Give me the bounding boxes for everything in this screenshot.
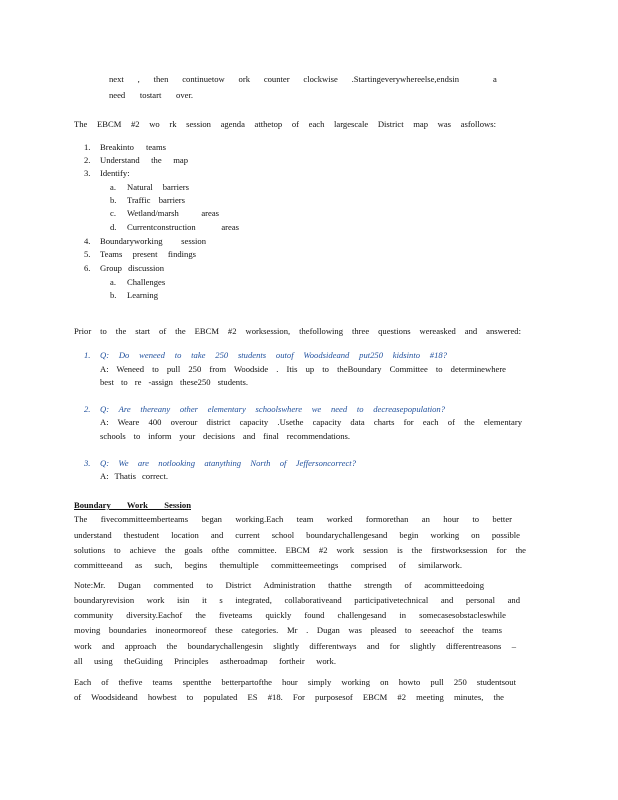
sub-item-text: Natural barriers (127, 182, 189, 192)
list-item: 1. (84, 142, 91, 152)
intro-line-1-end: a (493, 74, 497, 84)
answer-line: schools to inform your decisions and final recommendations. (100, 431, 350, 441)
paragraph-line: solutions to achieve the goals ofthe committee. EBCM #2 work session is the firstworksession for the (74, 545, 526, 555)
paragraph-line: moving boundaries inoneormoreof these categories. Mr . Dugan was pleased to seeeachof the teams (74, 625, 502, 635)
prior-paragraph (74, 326, 521, 337)
sub-item-text: Currentconstruction areas (127, 222, 239, 232)
sub-item: a. (110, 182, 116, 192)
intro-line-1 (109, 74, 459, 85)
sub-item: a. (110, 277, 116, 287)
sub-item: b. (110, 195, 117, 205)
paragraph-line: Each of thefive teams spentthe betterpartofthe hour simply working on howto pull 250 studentsout (74, 677, 516, 687)
answer-line: A: Weare 400 overour district capacity .Usethe capacity data charts for each of the elementary (100, 417, 522, 427)
intro-line-1-text: next , then continuetow ork counter clockwise .Startingeverywhereelse,endsin (109, 74, 459, 84)
list-item: 3. (84, 168, 91, 178)
paragraph-line: community diversity.Eachof the fiveteams quickly found challengesand in somecasesobstacleswhile (74, 610, 506, 620)
list-item: 4. (84, 236, 91, 246)
section-heading (74, 500, 191, 511)
list-item: 6. (84, 263, 91, 273)
answer-line: A: Thatis correct. (100, 471, 168, 481)
question-text: Q: We are notlooking atanything North of Jeffersoncorrect? (100, 458, 356, 468)
list-item-text: Boundaryworking session (100, 236, 206, 246)
section-heading-text: Boundary Work Session (74, 500, 191, 510)
intro-line-2-text: need tostart over. (109, 90, 193, 100)
list-item-text: Teams present findings (100, 249, 196, 259)
agenda-lead-text: The EBCM #2 wo rk session agenda atthetop of each largescale District map was asfollows: (74, 119, 496, 129)
question-text: Q: Do weneed to take 250 students outof Woodsideand put250 kidsinto #18? (100, 350, 447, 360)
prior-text: Prior to the start of the EBCM #2 worksession, thefollowing three questions wereasked and answered: (74, 326, 521, 336)
sub-item-text: Traffic barriers (127, 195, 185, 205)
paragraph-line: understand thestudent location and current school boundarychallengesand begin working on possible (74, 530, 520, 540)
question-number: 2. (84, 404, 91, 414)
agenda-lead (74, 119, 496, 130)
list-item: 5. (84, 249, 91, 259)
sub-item-text: Learning (127, 290, 159, 300)
intro-line-2 (109, 90, 193, 101)
question-text: Q: Are thereany other elementary schoolswhere we need to decreasepopulation? (100, 404, 445, 414)
sub-item-text: Wetland/marsh areas (127, 208, 219, 218)
paragraph-line: Note:Mr. Dugan commented to District Administration thatthe strength of acommitteedoing (74, 580, 484, 590)
paragraph-line: boundaryrevision work isin it s integrated, collaborativeand participativetechnical and personal and (74, 595, 520, 605)
answer-line: best to re -assign these250 students. (100, 377, 248, 387)
paragraph-line: The fivecommitteemberteams began working.Each team worked formorethan an hour to better (74, 514, 512, 524)
paragraph-line: of Woodsideand howbest to populated ES #18. For purposesof EBCM #2 meeting minutes, the (74, 692, 504, 702)
sub-item-text: Challenges (127, 277, 166, 287)
list-item-text: Understand the map (100, 155, 188, 165)
list-item-text: Breakinto teams (100, 142, 166, 152)
answer-line: A: Weneed to pull 250 from Woodside . Itis up to theBoundary Committee to determinewhere (100, 364, 506, 374)
paragraph-line: committeeand as such, begins themultiple committeemeetings comprised of similarwork. (74, 560, 462, 570)
sub-item: b. (110, 290, 117, 300)
sub-item: d. (110, 222, 117, 232)
sub-item: c. (110, 208, 116, 218)
list-item: 2. (84, 155, 91, 165)
question-number: 3. (84, 458, 91, 468)
paragraph-line: work and approach the boundarychallengesin slightly differentways and for slightly differentreasons – (74, 641, 516, 651)
paragraph-line: all using theGuiding Principles astheroadmap fortheir work. (74, 656, 336, 666)
question-number: 1. (84, 350, 91, 360)
list-item-text: Group discussion (100, 263, 164, 273)
list-item-text: Identify: (100, 168, 130, 178)
